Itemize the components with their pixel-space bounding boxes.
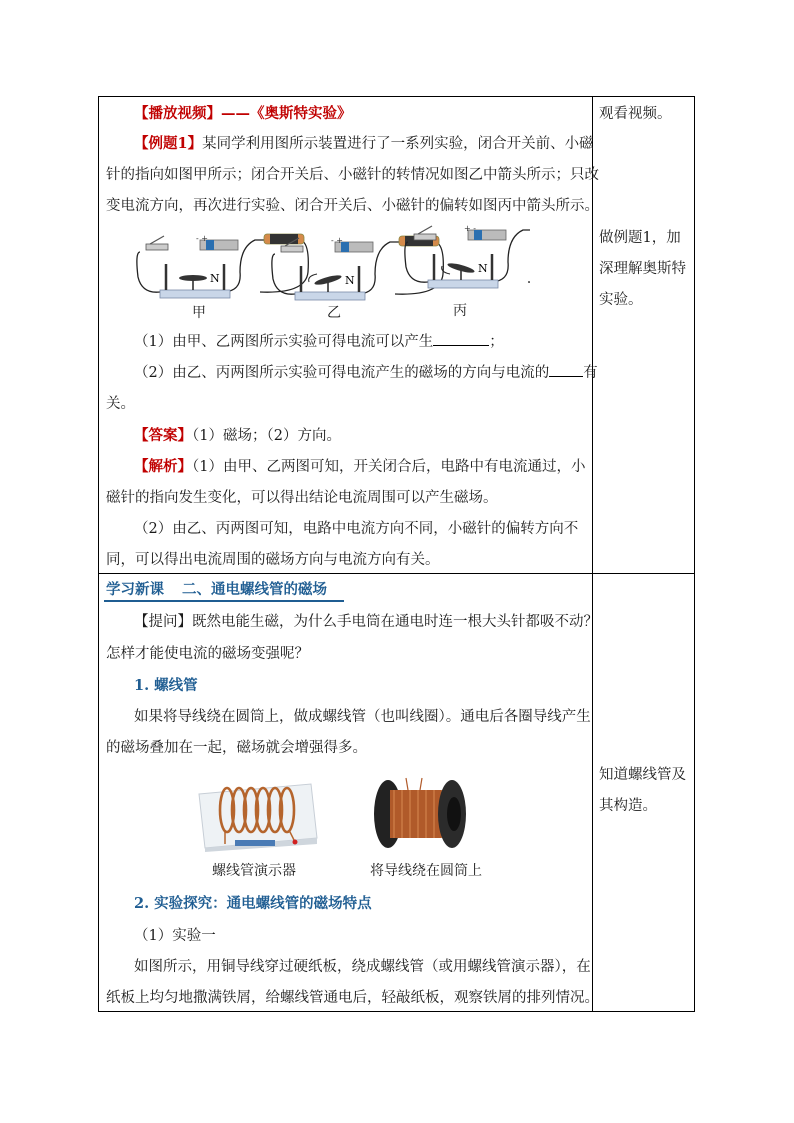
needle-label-1: N <box>210 272 220 285</box>
side-note-example-3: 实验。 <box>599 292 643 308</box>
video-title: ——《奥斯特实验》 <box>221 105 352 122</box>
question-2: （2）由乙、丙两图所示实验可得电流产生的磁场的方向与电流的 有 <box>134 362 598 383</box>
heading-experiment: 2. 实验探究：通电螺线管的磁场特点 <box>134 895 372 912</box>
experiment-para-2: 纸板上均匀地撒满铁屑，给螺线管通电后，轻敲纸板，观察铁屑的排列情况。 <box>106 990 599 1006</box>
side-note-video: 观看视频。 <box>599 106 672 122</box>
section-underline <box>104 600 344 602</box>
example-line-2: 针的指向如图甲所示；闭合开关后、小磁针的转情况如图乙中箭头所示；只改 <box>106 167 599 183</box>
solenoid-para-1: 如果将导线绕在圆筒上，做成螺线管（也叫线圈）。通电后各圈导线产生 <box>134 709 591 725</box>
video-line <box>134 104 352 124</box>
fig-label-yi: 乙 <box>327 305 341 321</box>
example-label: 【例题1】 <box>134 135 203 152</box>
heading-solenoid: 1. 螺线管 <box>134 677 198 694</box>
needle-label-3: N <box>478 262 488 275</box>
question-1: （1）由甲、乙两图所示实验可得电流可以产生 ； <box>134 331 504 352</box>
fig-label-jia: 甲 <box>192 305 206 321</box>
example-line-1: 【例题1】某同学利用图所示装置进行了一系列实验，闭合开关前、小磁 <box>134 135 594 152</box>
caption-coil: 将导线绕在圆筒上 <box>370 863 482 879</box>
analysis-line-1: 【解析】（1）由甲、乙两图可知，开关闭合后，电路中有电流通过，小 <box>134 458 586 475</box>
fig-label-bing: 丙 <box>453 303 467 319</box>
section-heading: 学习新课 二、通电螺线管的磁场 <box>106 581 327 598</box>
coil-image <box>368 776 472 852</box>
side-note-solenoid-2: 其构造。 <box>599 798 657 814</box>
experiment-para-1: 如图所示，用铜导线穿过硬纸板，绕成螺线管（或用螺线管演示器），在 <box>134 959 591 975</box>
side-note-example-2: 深理解奥斯特 <box>599 261 686 277</box>
svg-text:+ -: + - <box>464 224 476 233</box>
svg-text:- +: - + <box>331 236 343 245</box>
row-divider <box>98 573 695 574</box>
analysis-line-2: 磁针的指向发生变化，可以得出结论电流周围可以产生磁场。 <box>106 490 498 506</box>
experiment-1-label: （1）实验一 <box>134 928 216 944</box>
needle-label-2: N <box>345 274 355 287</box>
side-note-example-1: 做例题1，加 <box>599 230 681 246</box>
analysis-line-3: （2）由乙、丙两图可知，电路中电流方向不同，小磁针的偏转方向不 <box>134 521 579 537</box>
analysis-label: 【解析】 <box>134 458 192 475</box>
question-2-end: 关。 <box>106 396 135 412</box>
analysis-line-4: 同，可以得出电流周围的磁场方向与电流方向有关。 <box>106 552 440 568</box>
solenoid-demonstrator-image <box>195 774 319 852</box>
solenoid-para-2: 的磁场叠加在一起，磁场就会增强得多。 <box>106 740 367 756</box>
answer-line: 【答案】（1）磁场；（2）方向。 <box>134 427 341 444</box>
side-note-solenoid-1: 知道螺线管及 <box>599 767 686 783</box>
column-divider <box>592 96 593 1012</box>
question-line-2: 怎样才能使电流的磁场变强呢？ <box>106 646 309 662</box>
video-label: 【播放视频】 <box>134 105 221 122</box>
answer-label: 【答案】 <box>134 427 192 444</box>
question-line-1: 【提问】既然电能生磁，为什么手电筒在通电时连一根大头针都吸不动？ <box>134 614 598 630</box>
example-line-3: 变电流方向，再次进行实验、闭合开关后、小磁针的偏转如图丙中箭头所示。 <box>106 198 599 214</box>
caption-demonstrator: 螺线管演示器 <box>212 863 296 879</box>
svg-text:- +: - + <box>196 234 208 243</box>
